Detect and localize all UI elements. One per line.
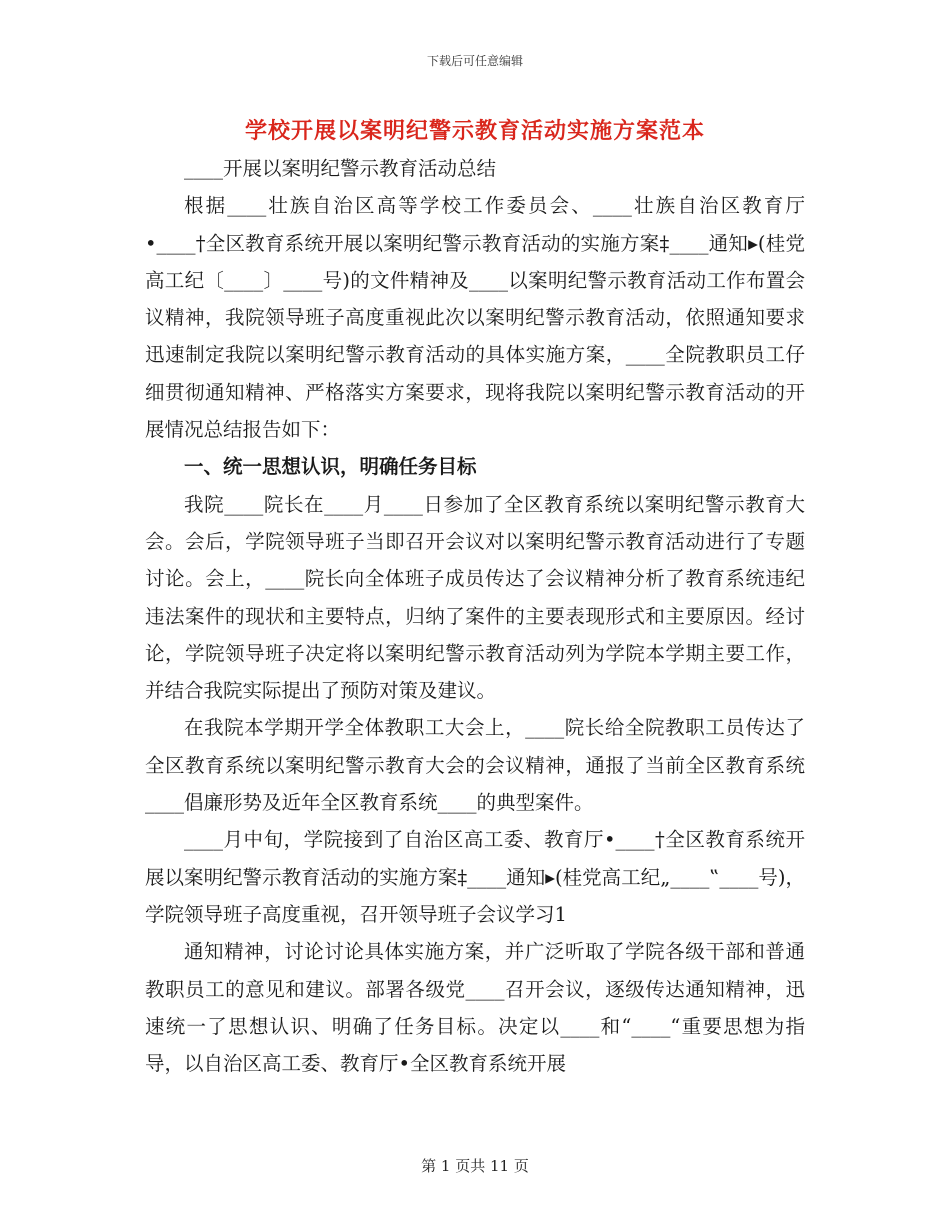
paragraph: ____月中旬，学院接到了自治区高工委、教育厅•____†全区教育系统开展以案明纪警示教育活动的实施方案‡____通知▸(桂党高工纪„____‟____号)，学院领导班子高度重视，召开领导班子会议学习1 [145, 828, 805, 926]
page-header-note: 下载后可任意编辑 [426, 54, 523, 68]
paragraph-subtitle: ____开展以案明纪警示教育活动总结 [184, 157, 497, 180]
document-body [145, 150, 805, 1082]
page-footer-number: 第 1 页共 11 页 [421, 1157, 529, 1175]
paragraph: 通知精神，讨论讨论具体实施方案，并广泛听取了学院各级干部和普通教职员工的意见和建议。部署各级党____召开会议，逐级传达通知精神，迅速统一了思想认识、明确了任务目标。决定以____和“____“重要思想为指导，以自治区高工委、教育厅•全区教育系统开展 [145, 940, 805, 1076]
paragraph: 我院____院长在____月____日参加了全区教育系统以案明纪警示教育大会。会后，学院领导班子当即召开会议对以案明纪警示教育活动进行了专题讨论。会上，____院长向全体班子成员传达了会议精神分析了教育系统违纪违法案件的现状和主要特点，归纳了案件的主要表现形式和主要原因。经讨论，学院领导班子决定将以案明纪警示教育活动列为学院本学期主要工作，并结合我院实际提出了预防对策及建议。 [145, 492, 805, 703]
paragraph-intro: 根据____壮族自治区高等学校工作委员会、____壮族自治区教育厅•____†全区教育系统开展以案明纪警示教育活动的实施方案‡____通知▸(桂党高工纪〔____〕____号)的文件精神及____以案明纪警示教育活动工作布置会议精神，我院领导班子高度重视此次以案明纪警示教育活动，依照通知要求迅速制定我院以案明纪警示教育活动的具体实施方案，____全院教职员工仔细贯彻通知精神、严格落实方案要求，现将我院以案明纪警示教育活动的开展情况总结报告如下： [145, 194, 805, 442]
document-title: 学校开展以案明纪警示教育活动实施方案范本 [244, 119, 705, 144]
paragraph: 在我院本学期开学全体教职工大会上，____院长给全院教职工员传达了全区教育系统以案明纪警示教育大会的会议精神，通报了当前全区教育系统____倡廉形势及近年全区教育系统____的典型案件。 [145, 716, 805, 815]
section-heading: 一、统一思想认识，明确任务目标 [184, 455, 477, 479]
